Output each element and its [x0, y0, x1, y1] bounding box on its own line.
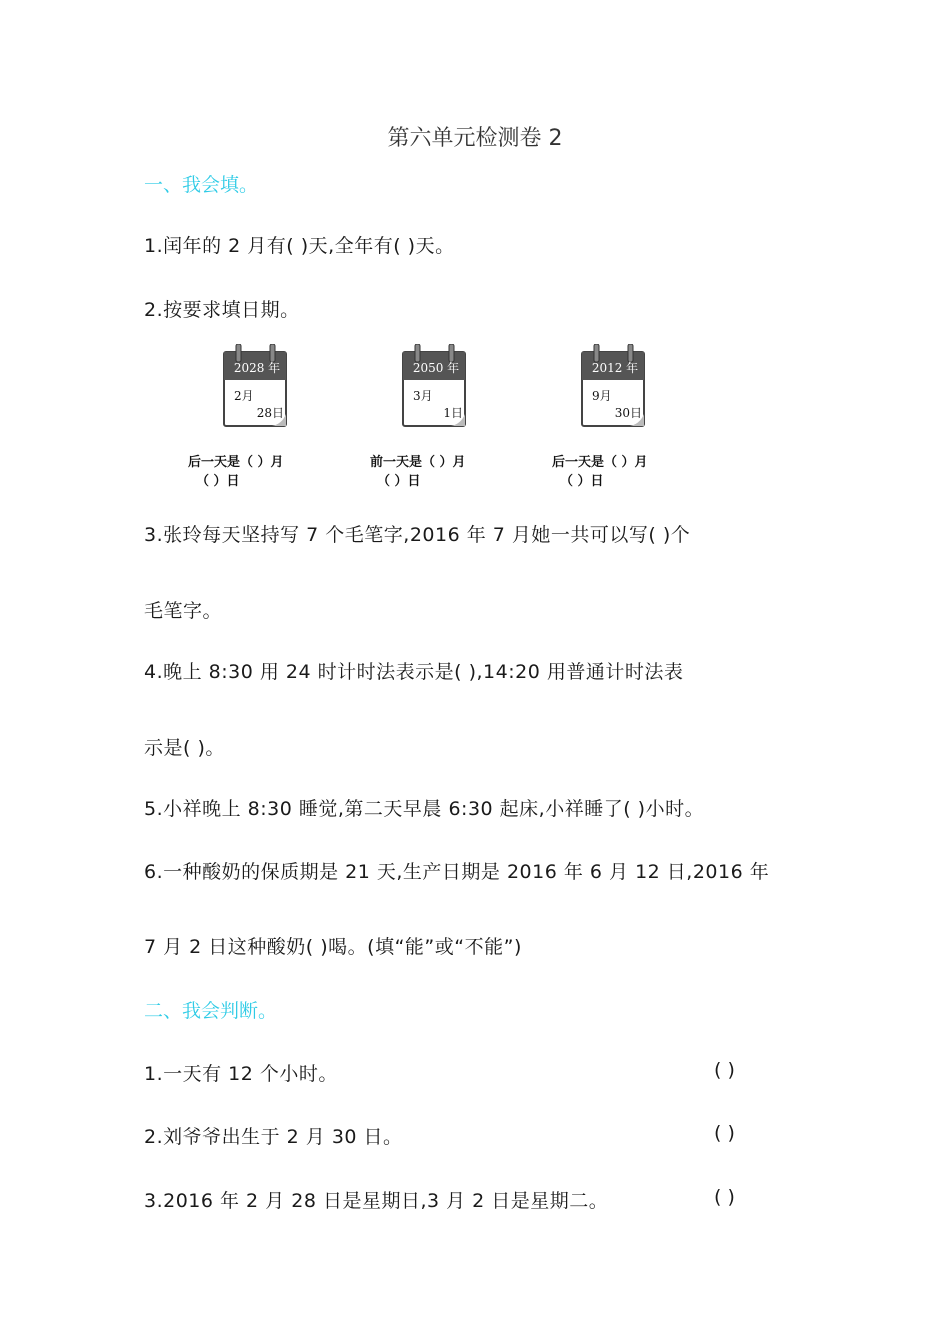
question-6-line1: 6.一种酸奶的保质期是 21 天,生产日期是 2016 年 6 月 12 日,2016 年: [144, 861, 770, 883]
judge-answer-2: ( ): [714, 1122, 735, 1144]
question-4-line1: 4.晚上 8:30 用 24 时计时法表示是( ),14:20 用普通计时法表: [144, 661, 684, 683]
calendar-caption-line1: 后一天是（ ）月: [552, 455, 648, 470]
calendar-year: 2050 年: [412, 361, 460, 375]
calendar-2: [401, 344, 469, 428]
section-heading-fill: 一、我会填。: [144, 174, 259, 196]
judge-item-3: 3.2016 年 2 月 28 日是星期日,3 月 2 日是星期二。: [144, 1190, 609, 1212]
question-2: 2.按要求填日期。: [144, 299, 300, 321]
judge-item-2: 2.刘爷爷出生于 2 月 30 日。: [144, 1126, 403, 1148]
calendar-day: 1日: [443, 406, 463, 420]
calendar-year: 2028 年: [233, 361, 281, 375]
judge-answer-3: ( ): [714, 1186, 735, 1208]
calendar-caption-line2: （ ）日: [560, 474, 604, 489]
calendar-3: [580, 344, 648, 428]
calendar-1: [222, 344, 290, 428]
question-4-line2: 示是( )。: [144, 737, 225, 759]
judge-answer-1: ( ): [714, 1059, 735, 1081]
question-6-line2: 7 月 2 日这种酸奶( )喝。(填“能”或“不能”): [144, 936, 522, 958]
calendar-caption-line1: 前一天是（ ）月: [370, 455, 466, 470]
page-title: 第六单元检测卷 2: [387, 126, 563, 151]
question-5: 5.小祥晚上 8:30 睡觉,第二天早晨 6:30 起床,小祥睡了( )小时。: [144, 798, 705, 820]
calendar-caption-line1: 后一天是（ ）月: [188, 455, 284, 470]
judge-item-1: 1.一天有 12 个小时。: [144, 1063, 338, 1085]
calendar-day: 30日: [614, 406, 642, 420]
calendar-caption-line2: （ ）日: [196, 474, 240, 489]
calendar-month: 3月: [413, 389, 433, 403]
calendar-year: 2012 年: [591, 361, 639, 375]
question-3-line1: 3.张玲每天坚持写 7 个毛笔字,2016 年 7 月她一共可以写( )个: [144, 524, 691, 546]
question-3-line2: 毛笔字。: [144, 600, 223, 622]
section-heading-judge: 二、我会判断。: [144, 1000, 278, 1022]
question-1: 1.闰年的 2 月有( )天,全年有( )天。: [144, 235, 455, 257]
calendar-month: 2月: [234, 389, 254, 403]
calendar-day: 28日: [256, 406, 284, 420]
calendar-caption-line2: （ ）日: [377, 474, 421, 489]
calendar-month: 9月: [592, 389, 612, 403]
